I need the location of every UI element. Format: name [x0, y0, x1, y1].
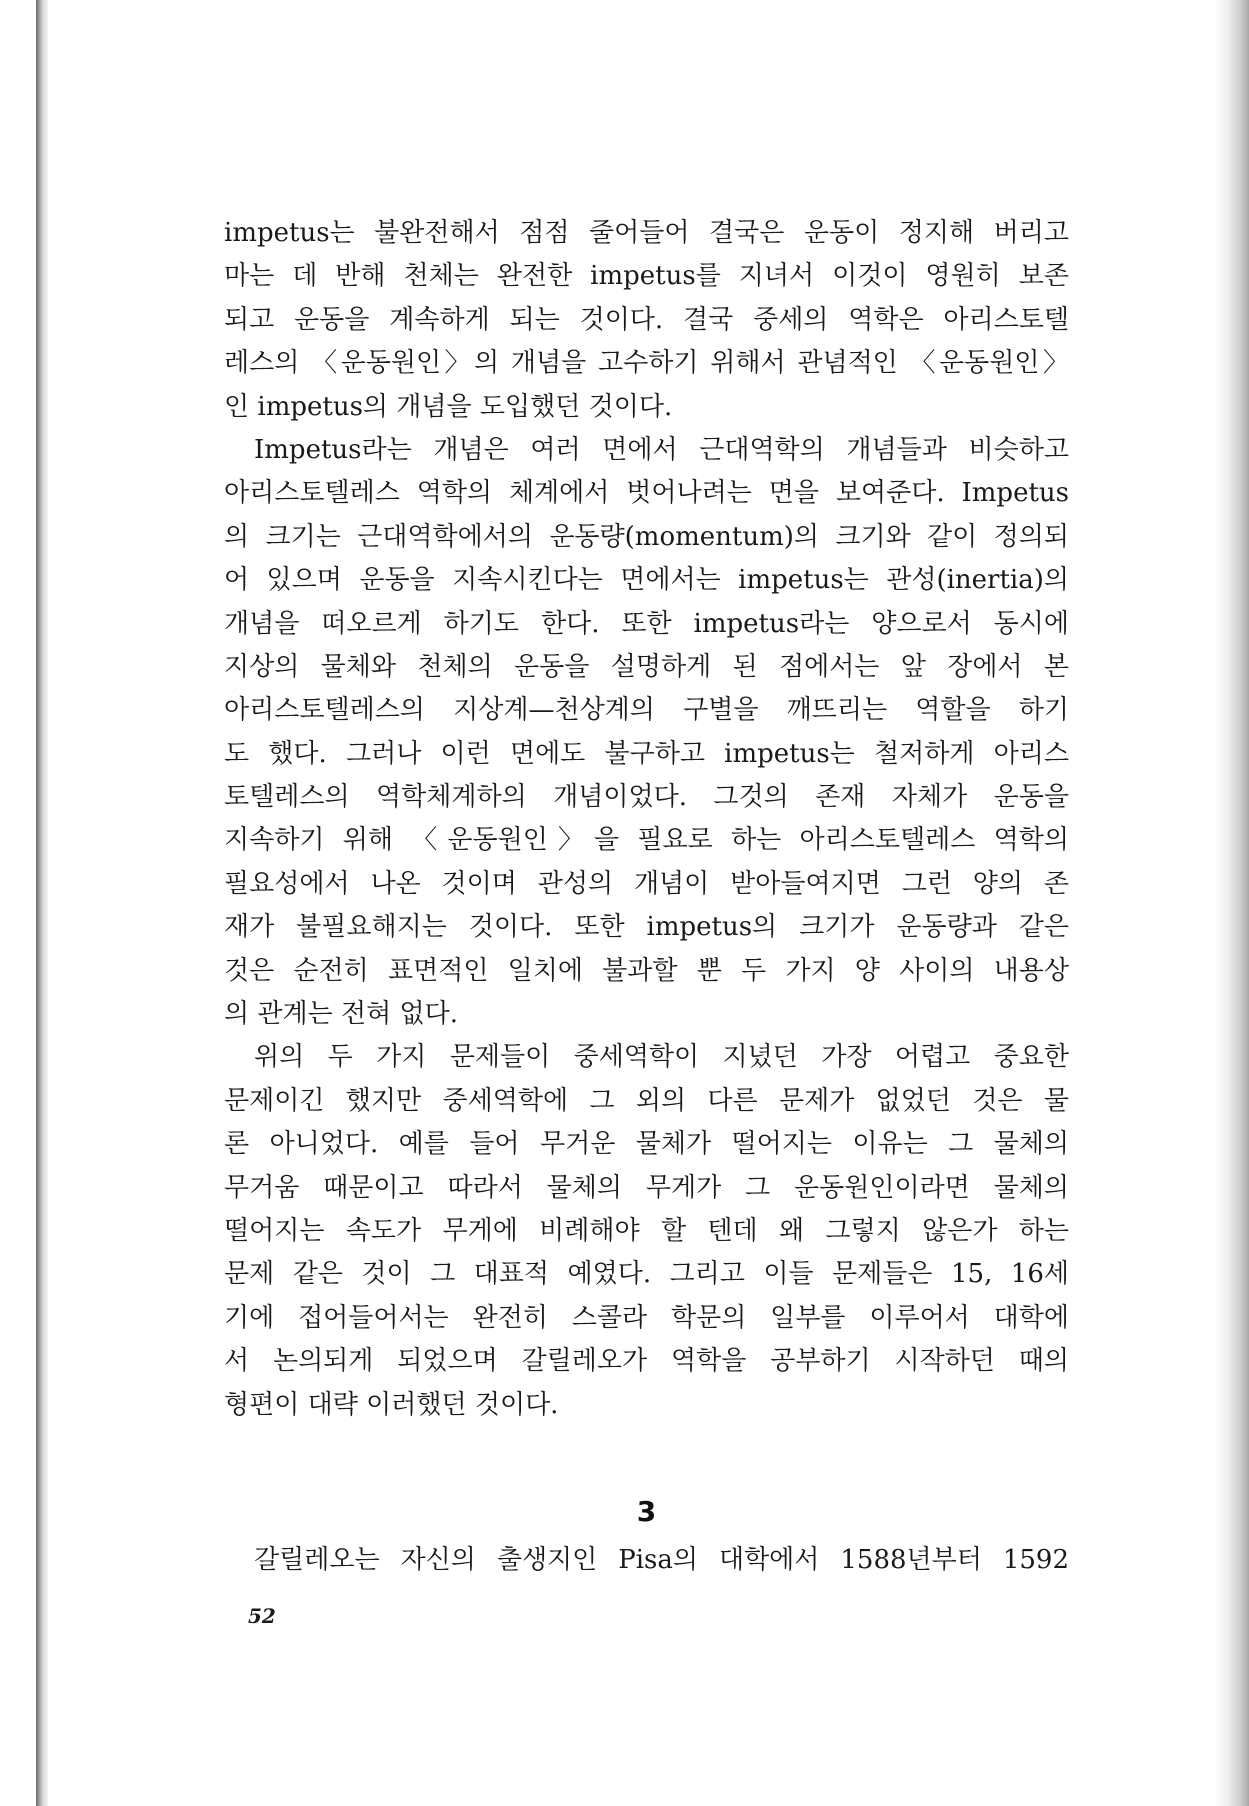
paragraph-3	[224, 1036, 1069, 1427]
text-line: impetus는 불완전해서 점점 줄어들어 결국은 운동이 정지해 버리고	[224, 218, 1069, 248]
text-line: 도 했다. 그러나 이런 면에도 불구하고 impetus는 철저하게 아리스	[224, 738, 1069, 769]
text-line: 어 있으며 운동을 지속시킨다는 면에서는 impetus는 관성(inertia)의	[224, 565, 1069, 596]
text-line: Impetus라는 개념은 여러 면에서 근대역학의 개념들과 비슷하고	[254, 434, 1069, 465]
text-line: 아리스토텔레스의 지상계—천상계의 구별을 깨뜨리는 역할을 하기	[224, 695, 1069, 726]
paragraph-2	[224, 429, 1069, 1036]
text-line: 의 크기는 근대역학에서의 운동량(momentum)의 크기와 같이 정의되	[224, 521, 1069, 552]
text-line: 지속하기 위해 〈운동원인〉을 필요로 하는 아리스토텔레스 역학의	[224, 825, 1069, 856]
text-line: 것은 순전히 표면적인 일치에 불과할 뿐 두 가지 양 사이의 내용상	[224, 955, 1069, 986]
text-line: 론 아니었다. 예를 들어 무거운 물체가 떨어지는 이유는 그 물체의	[224, 1129, 1069, 1160]
text-line: 아리스토텔레스 역학의 체계에서 벗어나려는 면을 보여준다. Impetus	[224, 478, 1069, 509]
text-line: 문제 같은 것이 그 대표적 예였다. 그리고 이들 문제들은 15, 16세	[224, 1259, 1069, 1290]
text-line: 의 관계는 전혀 없다.	[224, 999, 458, 1030]
text-line: 문제이긴 했지만 중세역학에 그 외의 다른 문제가 없었던 것은 물	[224, 1085, 1069, 1116]
text-line: 서 논의되게 되었으며 갈릴레오가 역학을 공부하기 시작하던 때의	[224, 1346, 1069, 1377]
text-line: 되고 운동을 계속하게 되는 것이다. 결국 중세의 역학은 아리스토텔	[224, 304, 1069, 335]
text-line: 무거움 때문이고 따라서 물체의 무게가 그 운동원인이라면 물체의	[224, 1172, 1069, 1203]
text-line: 마는 데 반해 천체는 완전한 impetus를 지녀서 이것이 영원히 보존	[224, 261, 1069, 292]
text-line: 위의 두 가지 문제들이 중세역학이 지녔던 가장 어렵고 중요한	[254, 1042, 1069, 1073]
text-line: 기에 접어들어서는 완전히 스콜라 학문의 일부를 이루어서 대학에	[224, 1302, 1069, 1333]
text-line: 필요성에서 나온 것이며 관성의 개념이 받아들여지면 그런 양의 존	[224, 868, 1069, 899]
text-line: 레스의 〈운동원인〉의 개념을 고수하기 위해서 관념적인 〈운동원인〉	[224, 348, 1069, 379]
page-right-edge-shadow	[1214, 0, 1249, 1806]
text-line: 재가 불필요해지는 것이다. 또한 impetus의 크기가 운동량과 같은	[224, 912, 1069, 943]
paragraph-1	[224, 212, 1069, 429]
page-left-edge-shadow	[36, 0, 48, 1806]
text-line: 떨어지는 속도가 무게에 비례해야 할 텐데 왜 그렇지 않은가 하는	[224, 1215, 1069, 1246]
text-line: 토텔레스의 역학체계하의 개념이었다. 그것의 존재 자체가 운동을	[224, 782, 1069, 813]
page-number: 52	[248, 1604, 276, 1628]
body-text	[224, 212, 1069, 1427]
text-line: 형편이 대략 이러했던 것이다.	[224, 1389, 559, 1420]
text-line: 개념을 떠오르게 하기도 한다. 또한 impetus라는 양으로서 동시에	[224, 608, 1069, 639]
text-line: 지상의 물체와 천체의 운동을 설명하게 된 점에서는 앞 장에서 본	[224, 651, 1069, 682]
text-line: 인 impetus의 개념을 도입했던 것이다.	[224, 391, 673, 422]
section-number: 3	[636, 1495, 657, 1528]
next-section-first-line: 갈릴레오는 자신의 출생지인 Pisa의 대학에서 1588년부터 1592	[254, 1545, 1069, 1575]
